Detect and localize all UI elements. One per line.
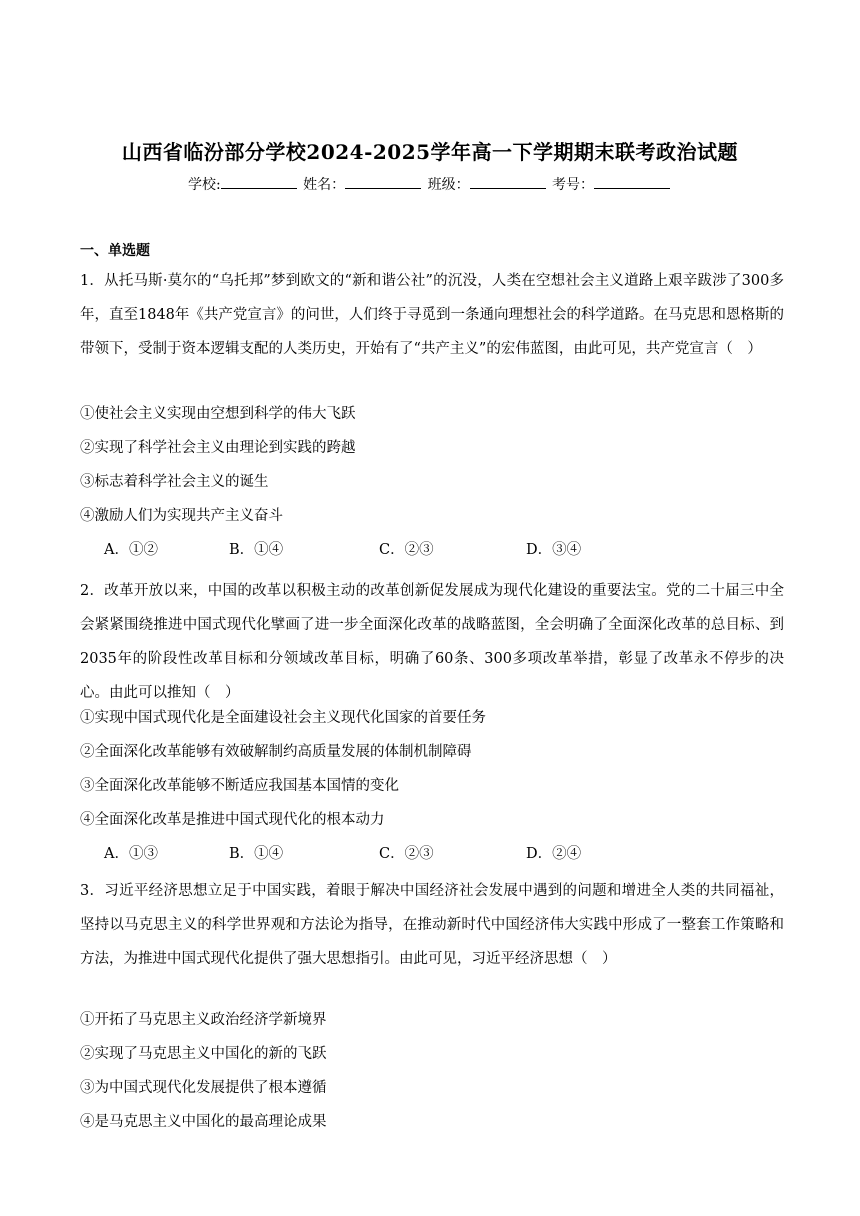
question-2-option-3: ③全面深化改革能够不断适应我国基本国情的变化 [80,778,399,794]
question-1-stem: 1．从托马斯·莫尔的“乌托邦”梦到欧文的“新和谐公社”的沉没，人类在空想社会主义道路上艰辛跋涉了300多年，直至1848年《共产党宣言》的问世，人们终于寻觅到一条通向理想社会的科学道路。在马克思和恩格斯的带领下，受制于资本逻辑支配的人类历史，开始有了“共产主义”的宏伟蓝图，由此可见，共产党宣言（ ） [80,273,784,357]
name-label: 姓名： [303,177,346,193]
question-2-option-4: ④全面深化改革是推进中国式现代化的根本动力 [80,812,385,828]
question-1-option-4: ④激励人们为实现共产主义奋斗 [80,508,283,524]
name-blank[interactable] [345,176,421,189]
question-2-option-1: ①实现中国式现代化是全面建设社会主义现代化国家的首要任务 [80,710,486,726]
question-3-option-1: ①开拓了马克思主义政治经济学新境界 [80,1012,327,1028]
question-3-stem: 3．习近平经济思想立足于中国实践，着眼于解决中国经济社会发展中遇到的问题和增进全人类的共同福祉，坚持以马克思主义的科学世界观和方法论为指导，在推动新时代中国经济伟大实践中形成了一整套工作策略和方法，为推进中国式现代化提供了强大思想指引。由此可见，习近平经济思想（ ） [80,883,784,967]
question-1-choice-c[interactable]: C．②③ [379,542,434,558]
question-1-option-1: ①使社会主义实现由空想到科学的伟大飞跃 [80,406,356,422]
school-label: 学校: [187,177,221,193]
question-3-option-2: ②实现了马克思主义中国化的新的飞跃 [80,1046,327,1062]
question-2-choice-b[interactable]: B．①④ [229,846,284,862]
class-label: 班级： [427,177,470,193]
question-3-option-4: ④是马克思主义中国化的最高理论成果 [80,1114,327,1130]
question-2-choice-a[interactable]: A．①③ [104,846,158,862]
question-2-stem: 2．改革开放以来，中国的改革以积极主动的改革创新促发展成为现代化建设的重要法宝。党的二十届三中全会紧紧围绕推进中国式现代化擘画了进一步全面深化改革的战略蓝图，全会明确了全面深化改革的总目标、到2035年的阶段性改革目标和分领域改革目标，明确了60条、300多项改革举措，彰显了改革永不停步的决心。由此可以推知（ ） [80,583,784,701]
class-blank[interactable] [470,176,546,189]
question-2-option-2: ②全面深化改革能够有效破解制约高质量发展的体制机制障碍 [80,744,472,760]
question-3-option-3: ③为中国式现代化发展提供了根本遵循 [80,1080,327,1096]
question-1-choice-d[interactable]: D．③④ [526,542,582,558]
exam-no-blank[interactable] [594,176,670,189]
question-2-choice-d[interactable]: D．②④ [526,846,582,862]
question-1-option-3: ③标志着科学社会主义的诞生 [80,474,269,490]
question-1-choice-b[interactable]: B．①④ [229,542,284,558]
question-1-option-2: ②实现了科学社会主义由理论到实践的跨越 [80,440,356,456]
exam-title: 山西省临汾部分学校2024-2025学年高一下学期期末联考政治试题 [121,140,739,164]
question-2-choice-c[interactable]: C．②③ [379,846,434,862]
student-info-line [0,174,860,194]
question-1-choice-a[interactable]: A．①② [104,542,158,558]
section-heading: 一、单选题 [80,243,150,259]
school-blank[interactable] [221,176,297,189]
exam-no-label: 考号： [552,177,595,193]
